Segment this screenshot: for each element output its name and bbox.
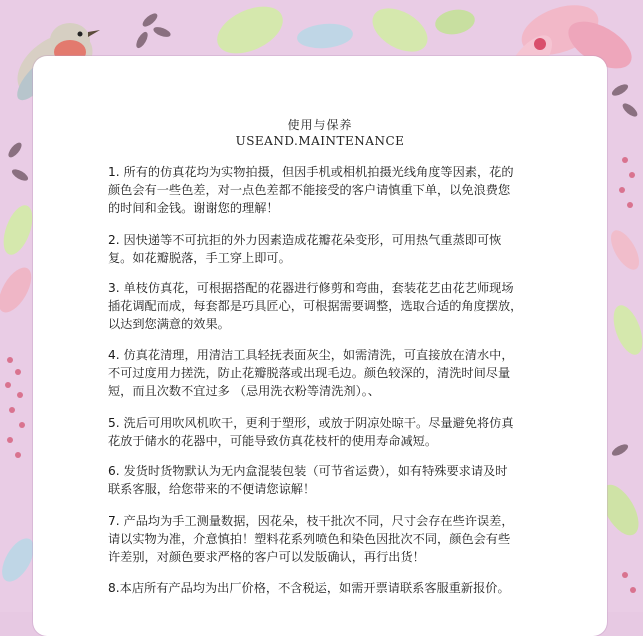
section-line: 联系客服，给您带来的不便请您谅解！ bbox=[108, 482, 316, 496]
section-line: 短，而且次数不宜过多 （忌用洗衣粉等清洗剂）。、 bbox=[108, 384, 380, 398]
section-line: 不可过度用力搓洗，防止花瓣脱落或出现毛边。颜色较深的，清洗时间尽量 bbox=[108, 366, 511, 380]
section-3 bbox=[108, 279, 578, 333]
content-card bbox=[33, 56, 607, 636]
title-english: USEAND.MAINTENANCE bbox=[235, 134, 405, 148]
section-line: 6. 发货时货物默认为无内盒混装包装（可节省运费），如有特殊要求请及时 bbox=[108, 464, 508, 478]
section-line: 7. 产品均为手工测量数据，因花朵，枝干批次不同，尺寸会存在些许误差， bbox=[108, 514, 514, 528]
section-line: 4. 仿真花清理，用清洁工具轻抚表面灰尘，如需清洗，可直接放在清水中， bbox=[108, 348, 514, 362]
section-line: 的时间和金钱。谢谢您的理解！ bbox=[108, 201, 279, 215]
title-chinese: 使用与保养 bbox=[287, 118, 353, 132]
section-1 bbox=[108, 163, 578, 217]
section-line: 颜色会有一些色差，对一点色差都不能接受的客户请慎重下单，以免浪费您 bbox=[108, 183, 511, 197]
section-line: 5. 洗后可用吹风机吹干，更利于塑形，或放于阴凉处晾干。尽量避免将仿真 bbox=[108, 416, 514, 430]
section-5 bbox=[108, 414, 578, 450]
section-line: 插花调配而成，每套都是巧具匠心，可根据需要调整，选取合适的角度摆放， bbox=[108, 299, 523, 313]
section-line: 2. 因快递等不可抗拒的外力因素造成花瓣花朵变形，可用热气重蒸即可恢 bbox=[108, 233, 502, 247]
section-8 bbox=[108, 579, 578, 597]
section-line: 3. 单枝仿真花，可根据搭配的花器进行修剪和弯曲，套装花艺由花艺师现场 bbox=[108, 281, 514, 295]
section-line: 8.本店所有产品均为出厂价格，不含税运，如需开票请联系客服重新报价。 bbox=[108, 581, 510, 595]
section-4 bbox=[108, 346, 578, 400]
section-line: 1. 所有的仿真花均为实物拍摄，但因手机或相机拍摄光线角度等因素，花的 bbox=[108, 165, 514, 179]
section-6 bbox=[108, 462, 578, 498]
section-7 bbox=[108, 512, 578, 566]
section-line: 复。如花瓣脱落，手工穿上即可。 bbox=[108, 251, 291, 265]
section-line: 花放于储水的花器中，可能导致仿真花枝杆的使用寿命减短。 bbox=[108, 434, 438, 448]
section-line: 请以实物为准，介意慎拍！塑料花系列喷色和染色因批次不同，颜色会有些 bbox=[108, 532, 511, 546]
section-line: 以达到您满意的效果。 bbox=[108, 317, 230, 331]
section-line: 许差别，对颜色要求严格的客户可以发版确认，再行出货！ bbox=[108, 550, 425, 564]
section-2 bbox=[108, 231, 578, 267]
